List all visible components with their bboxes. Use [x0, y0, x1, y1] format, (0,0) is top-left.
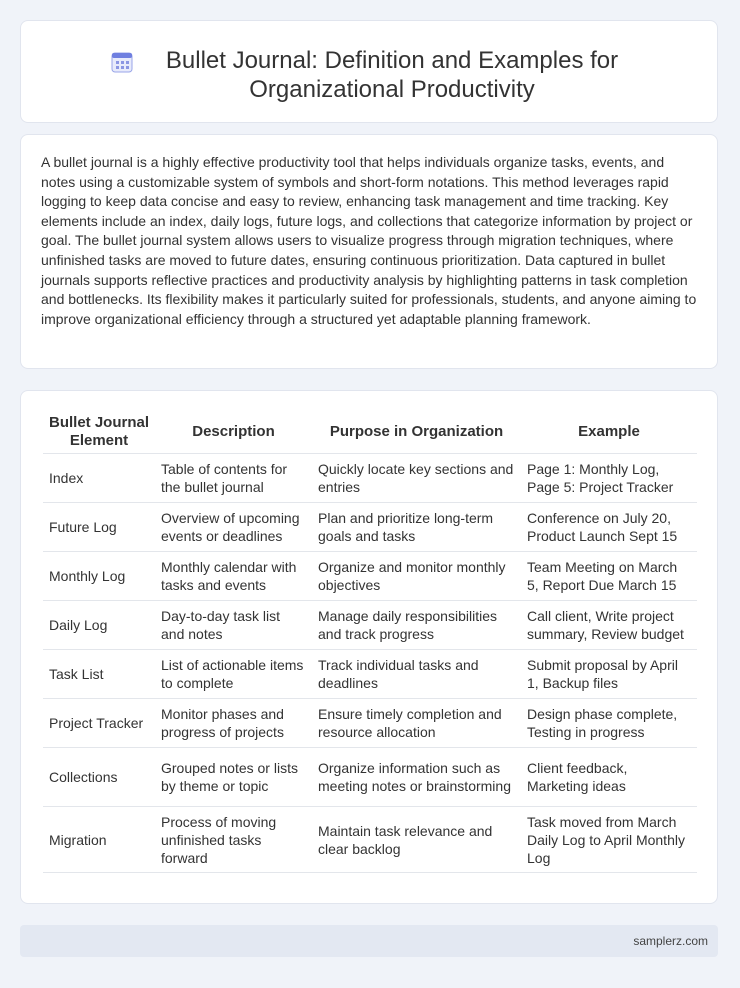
column-header: Bullet Journal Element	[43, 411, 155, 454]
table-cell: Design phase complete, Testing in progress	[521, 699, 697, 748]
footer	[20, 925, 718, 957]
table-cell: Task List	[43, 650, 155, 699]
table-row	[43, 454, 697, 503]
page-title: Bullet Journal: Definition and Examples for Organizational Productivity	[165, 47, 619, 103]
footer-site-link[interactable]: samplerz.com	[633, 934, 708, 948]
table-cell: Daily Log	[43, 601, 155, 650]
column-header: Purpose in Organization	[312, 411, 521, 454]
table-cell: Ensure timely completion and resource allocation	[312, 699, 521, 748]
table-cell: Call client, Write project summary, Review budget	[521, 601, 697, 650]
table-cell: Overview of upcoming events or deadlines	[155, 503, 312, 552]
table-header-row	[43, 411, 697, 454]
table-cell: Process of moving unfinished tasks forward	[155, 807, 312, 873]
table-cell: Page 1: Monthly Log, Page 5: Project Tracker	[521, 454, 697, 503]
table-cell: List of actionable items to complete	[155, 650, 312, 699]
calendar-icon	[111, 51, 133, 73]
table-cell: Submit proposal by April 1, Backup files	[521, 650, 697, 699]
table-cell: Grouped notes or lists by theme or topic	[155, 748, 312, 807]
table-row	[43, 503, 697, 552]
intro-paragraph: A bullet journal is a highly effective productivity tool that helps individuals organize tasks, events, and notes using a customizable system of symbols and short-form notations. This method leverages rapid logging to keep data concise and easy to review, enhancing task management and time tracking. Key elements include an index, daily logs, future logs, and collections that categorize information by project or goal. The bullet journal system allows users to visualize progress through migration techniques, where unfinished tasks are moved to future dates, ensuring continuous prioritization. Data captured in bullet journals supports reflective practices and productivity analysis by highlighting patterns in task completion and bottlenecks. Its flexibility makes it particularly suited for professionals, students, and anyone aiming to improve organizational efficiency through a structured yet adaptable planning framework.	[41, 154, 697, 327]
table-row	[43, 748, 697, 807]
table-cell: Monitor phases and progress of projects	[155, 699, 312, 748]
elements-table	[43, 411, 697, 873]
table-cell: Day-to-day task list and notes	[155, 601, 312, 650]
table-cell: Migration	[43, 807, 155, 873]
table-cell: Maintain task relevance and clear backlog	[312, 807, 521, 873]
table-cell: Conference on July 20, Product Launch Sept 15	[521, 503, 697, 552]
table-cell: Collections	[43, 748, 155, 807]
table-cell: Monthly Log	[43, 552, 155, 601]
table-cell: Team Meeting on March 5, Report Due March 15	[521, 552, 697, 601]
table-cell: Plan and prioritize long-term goals and tasks	[312, 503, 521, 552]
table-cell: Project Tracker	[43, 699, 155, 748]
column-header: Description	[155, 411, 312, 454]
table-cell: Client feedback, Marketing ideas	[521, 748, 697, 807]
table-card	[20, 390, 718, 904]
table-cell: Organize information such as meeting notes or brainstorming	[312, 748, 521, 807]
table-cell: Table of contents for the bullet journal	[155, 454, 312, 503]
table-cell: Task moved from March Daily Log to April Monthly Log	[521, 807, 697, 873]
table-cell: Organize and monitor monthly objectives	[312, 552, 521, 601]
table-row	[43, 601, 697, 650]
column-header: Example	[521, 411, 697, 454]
table-row	[43, 650, 697, 699]
table-cell: Index	[43, 454, 155, 503]
table-cell: Manage daily responsibilities and track progress	[312, 601, 521, 650]
table-cell: Future Log	[43, 503, 155, 552]
table-row	[43, 552, 697, 601]
title-card	[20, 20, 718, 123]
table-row	[43, 807, 697, 873]
intro-card	[20, 134, 718, 369]
table-cell: Monthly calendar with tasks and events	[155, 552, 312, 601]
table-cell: Quickly locate key sections and entries	[312, 454, 521, 503]
table-row	[43, 699, 697, 748]
table-cell: Track individual tasks and deadlines	[312, 650, 521, 699]
